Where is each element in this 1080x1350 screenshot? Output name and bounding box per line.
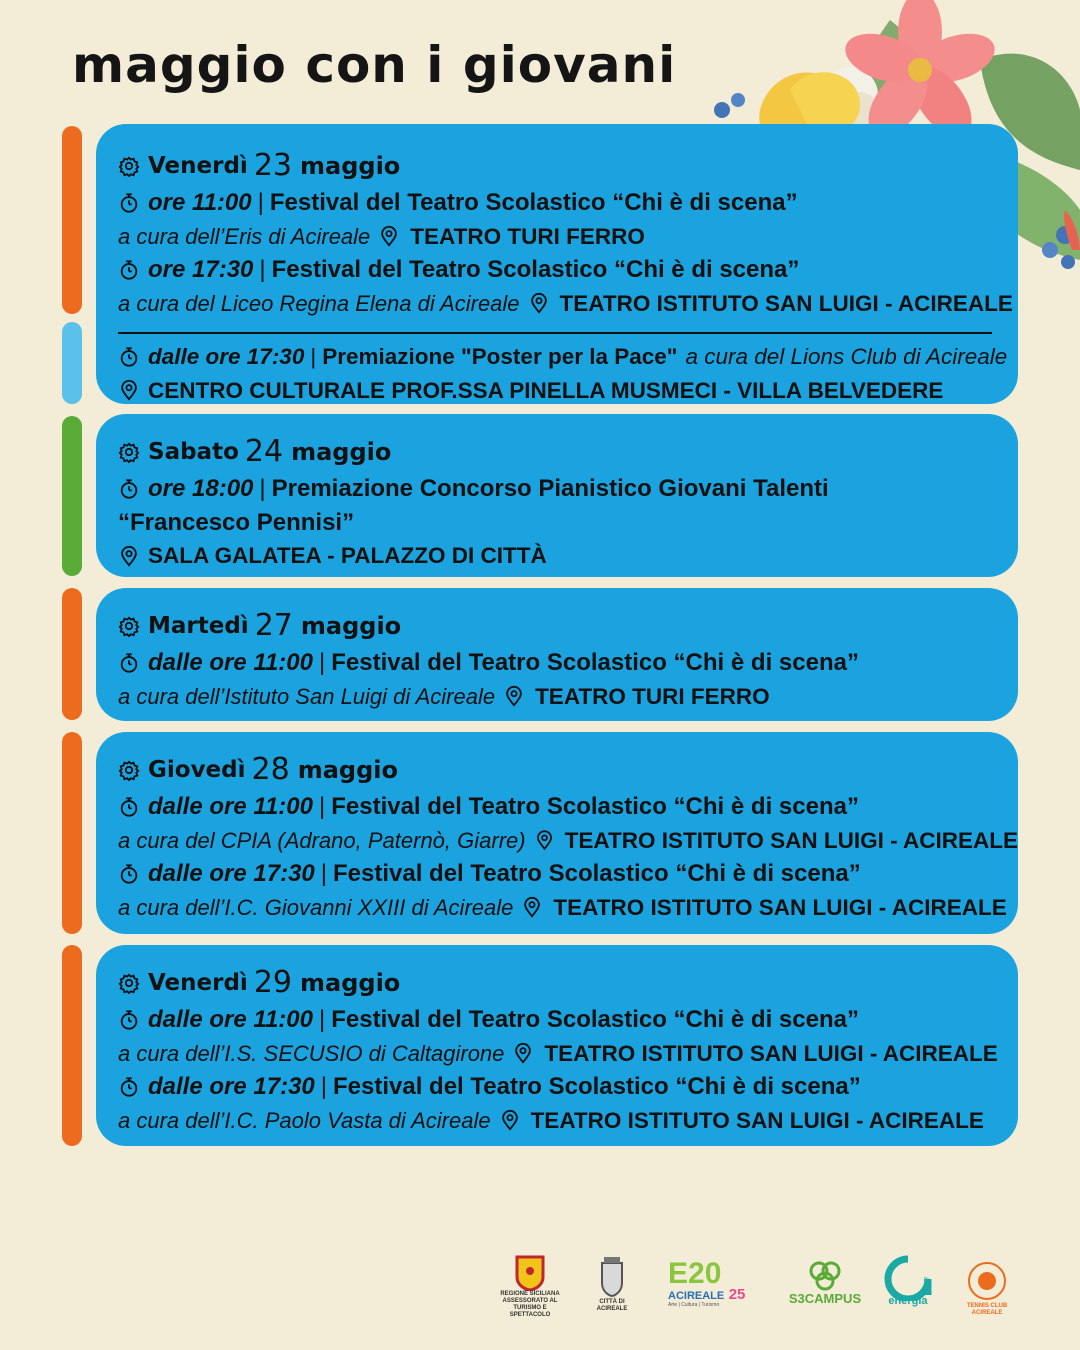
event-line: dalle ore 11:00 | Festival del Teatro Scolastico “Chi è di scena” bbox=[118, 1003, 1018, 1037]
day-name: Giovedì bbox=[148, 757, 246, 783]
e20-sub: ACIREALE bbox=[668, 1290, 725, 1302]
timeline-bar-orange bbox=[62, 945, 82, 1146]
event-title: Festival del Teatro Scolastico “Chi è di scena” bbox=[333, 860, 861, 887]
e20-acireale-logo bbox=[668, 1259, 748, 1308]
event-details bbox=[118, 374, 1018, 405]
s3campus-logo bbox=[780, 1259, 870, 1306]
location-pin-icon bbox=[118, 545, 140, 567]
event-time: dalle ore 11:00 bbox=[148, 793, 313, 820]
day-month: maggio bbox=[300, 152, 401, 180]
gear-icon bbox=[118, 759, 140, 781]
citta-caption: CITTÀ DI ACIREALE bbox=[596, 1299, 628, 1312]
day-card-23 bbox=[96, 124, 1018, 404]
event-venue: TEATRO ISTITUTO SAN LUIGI - ACIREALE bbox=[559, 290, 1013, 316]
location-pin-icon bbox=[512, 1042, 534, 1064]
event-venue: TEATRO ISTITUTO SAN LUIGI - ACIREALE bbox=[553, 894, 1007, 920]
event-line: ore 11:00 | Festival del Teatro Scolastico “Chi è di scena” bbox=[118, 186, 1018, 220]
timeline-bar-orange bbox=[62, 126, 82, 314]
day-month: maggio bbox=[300, 612, 402, 640]
location-pin-icon bbox=[503, 685, 525, 707]
day-header bbox=[118, 432, 1018, 472]
event-title: Festival del Teatro Scolastico “Chi è di scena” bbox=[331, 649, 859, 676]
event-venue: TEATRO TURI FERRO bbox=[535, 683, 770, 709]
citta-acireale-logo bbox=[584, 1255, 640, 1313]
regione-caption: REGIONE SICILIANA ASSESSORATO AL TURISMO E SPETTACOLO bbox=[500, 1291, 560, 1318]
tennis-caption: TENNIS CLUB ACIREALE bbox=[966, 1303, 1008, 1316]
day-header bbox=[118, 750, 1018, 790]
event-title: Festival del Teatro Scolastico “Chi è di scena” bbox=[333, 1073, 861, 1100]
event-time: dalle ore 17:30 bbox=[148, 1073, 315, 1100]
gear-icon bbox=[118, 441, 140, 463]
tennis-club-logo bbox=[962, 1259, 1012, 1317]
event-time: ore 11:00 bbox=[148, 189, 252, 216]
regione-siciliana-logo bbox=[500, 1255, 560, 1319]
e20-tag: Arte | Cultura | Turismo bbox=[668, 1302, 720, 1308]
location-pin-icon bbox=[521, 896, 543, 918]
day-number: 23 bbox=[253, 148, 292, 183]
event-line: dalle ore 17:30 | Festival del Teatro Scolastico “Chi è di scena” bbox=[118, 857, 1018, 891]
day-number: 29 bbox=[253, 965, 292, 1000]
event-venue: SALA GALATEA - PALAZZO DI CITTÀ bbox=[148, 543, 547, 568]
timeline-bar-orange bbox=[62, 588, 82, 720]
location-pin-icon bbox=[499, 1109, 521, 1131]
stopwatch-icon bbox=[118, 259, 140, 281]
day-name: Venerdì bbox=[148, 153, 248, 179]
energia-label: energia bbox=[888, 1295, 928, 1307]
stopwatch-icon bbox=[118, 863, 140, 885]
event-details bbox=[118, 891, 1018, 925]
event-details bbox=[118, 539, 1018, 573]
gear-icon bbox=[118, 615, 140, 637]
day-header bbox=[118, 963, 1018, 1003]
event-details bbox=[118, 1104, 1018, 1138]
location-pin-icon bbox=[534, 829, 555, 851]
event-title: Premiazione "Poster per la Pace" bbox=[322, 344, 678, 369]
event-title-line2 bbox=[118, 506, 1018, 540]
event-line: ore 17:30 | Festival del Teatro Scolastico “Chi è di scena” bbox=[118, 253, 1018, 287]
day-name: Martedì bbox=[148, 613, 249, 639]
event-time: dalle ore 17:30 bbox=[148, 860, 315, 887]
stopwatch-icon bbox=[118, 478, 140, 500]
stopwatch-icon bbox=[118, 1009, 140, 1031]
page-title: maggio con i giovani bbox=[72, 36, 677, 94]
day-number: 24 bbox=[244, 434, 284, 469]
event-details bbox=[118, 824, 1018, 858]
event-organizer: a cura del Liceo Regina Elena di Acireale bbox=[118, 290, 520, 316]
acea-label: acea bbox=[922, 1277, 931, 1295]
event-line: dalle ore 17:30 | Festival del Teatro Scolastico “Chi è di scena” bbox=[118, 1070, 1018, 1104]
day-number: 27 bbox=[254, 608, 293, 643]
event-organizer: a cura dell’Eris di Acireale bbox=[118, 223, 371, 249]
day-card-27 bbox=[96, 588, 1018, 721]
day-card-28 bbox=[96, 732, 1018, 934]
event-organizer: a cura dell’I.S. SECUSIO di Caltagirone bbox=[118, 1040, 505, 1066]
gear-icon bbox=[118, 155, 140, 177]
stopwatch-icon bbox=[118, 796, 140, 818]
event-venue: TEATRO ISTITUTO SAN LUIGI - ACIREALE bbox=[564, 827, 1018, 853]
event-organizer: a cura del CPIA (Adrano, Paternò, Giarre) bbox=[118, 827, 526, 853]
event-time: ore 18:00 bbox=[148, 475, 254, 502]
event-line: dalle ore 11:00 | Festival del Teatro Scolastico “Chi è di scena” bbox=[118, 646, 1018, 680]
event-venue: CENTRO CULTURALE PROF.SSA PINELLA MUSMECI - VILLA BELVEDERE bbox=[148, 377, 944, 403]
event-venue: TEATRO TURI FERRO bbox=[410, 223, 645, 249]
event-line: dalle ore 17:30 | Premiazione "Poster per la Pace" a cura del Lions Club di Acireale bbox=[118, 340, 1018, 374]
event-time: dalle ore 11:00 bbox=[148, 1006, 313, 1033]
event-time: ore 17:30 bbox=[148, 256, 254, 283]
event-organizer: a cura dell’I.C. Giovanni XXIII di Acireale bbox=[118, 894, 514, 920]
day-card-24 bbox=[96, 414, 1018, 577]
event-title: Festival del Teatro Scolastico “Chi è di scena” bbox=[331, 1006, 859, 1033]
event-organizer: a cura dell’I.C. Paolo Vasta di Acireale bbox=[118, 1107, 491, 1133]
s3campus-label: S3CAMPUS bbox=[788, 1291, 862, 1306]
event-details bbox=[118, 680, 1018, 714]
event-line: dalle ore 11:00 | Festival del Teatro Scolastico “Chi è di scena” bbox=[118, 790, 1018, 824]
event-organizer: a cura dell’Istituto San Luigi di Acireale bbox=[118, 683, 496, 709]
stopwatch-icon bbox=[118, 346, 140, 368]
event-title: Premiazione Concorso Pianistico Giovani Talenti bbox=[271, 475, 829, 502]
day-card-29 bbox=[96, 945, 1018, 1146]
event-title: “Francesco Pennisi” bbox=[118, 508, 355, 536]
day-header bbox=[118, 606, 1018, 646]
stopwatch-icon bbox=[118, 1076, 140, 1098]
sponsor-logos bbox=[500, 1255, 1020, 1325]
event-time: dalle ore 11:00 bbox=[148, 649, 313, 676]
timeline-bar-green bbox=[62, 416, 82, 576]
location-pin-icon bbox=[118, 379, 140, 401]
e20-main: E20 bbox=[668, 1257, 722, 1290]
gear-icon bbox=[118, 972, 140, 994]
day-header bbox=[118, 146, 1018, 186]
event-venue: TEATRO ISTITUTO SAN LUIGI - ACIREALE bbox=[544, 1040, 998, 1066]
day-month: maggio bbox=[300, 969, 401, 997]
divider bbox=[118, 332, 992, 334]
event-details bbox=[118, 1037, 1018, 1071]
event-title: Festival del Teatro Scolastico “Chi è di scena” bbox=[331, 793, 859, 820]
e20-num: 25 bbox=[728, 1286, 746, 1303]
stopwatch-icon bbox=[118, 652, 140, 674]
event-line: ore 18:00 | Premiazione Concorso Pianistico Giovani Talenti bbox=[118, 472, 1018, 506]
location-pin-icon bbox=[378, 225, 400, 247]
event-details bbox=[118, 287, 1018, 321]
event-organizer: a cura del Lions Club di Acireale bbox=[685, 344, 1008, 369]
location-pin-icon bbox=[528, 292, 550, 314]
timeline-bar-lightblue bbox=[62, 322, 82, 404]
event-title: Festival del Teatro Scolastico “Chi è di scena” bbox=[269, 189, 798, 216]
event-venue: TEATRO ISTITUTO SAN LUIGI - ACIREALE bbox=[530, 1107, 984, 1133]
acea-energia-logo bbox=[880, 1255, 936, 1307]
day-name: Venerdì bbox=[148, 970, 248, 996]
day-month: maggio bbox=[291, 438, 392, 466]
stopwatch-icon bbox=[118, 192, 140, 214]
day-number: 28 bbox=[251, 752, 290, 787]
event-details bbox=[118, 220, 1018, 254]
event-title: Festival del Teatro Scolastico “Chi è di scena” bbox=[271, 256, 800, 283]
timeline-bar-orange bbox=[62, 732, 82, 934]
day-name: Sabato bbox=[148, 439, 239, 465]
day-month: maggio bbox=[297, 756, 398, 784]
event-time: dalle ore 17:30 bbox=[148, 344, 305, 369]
